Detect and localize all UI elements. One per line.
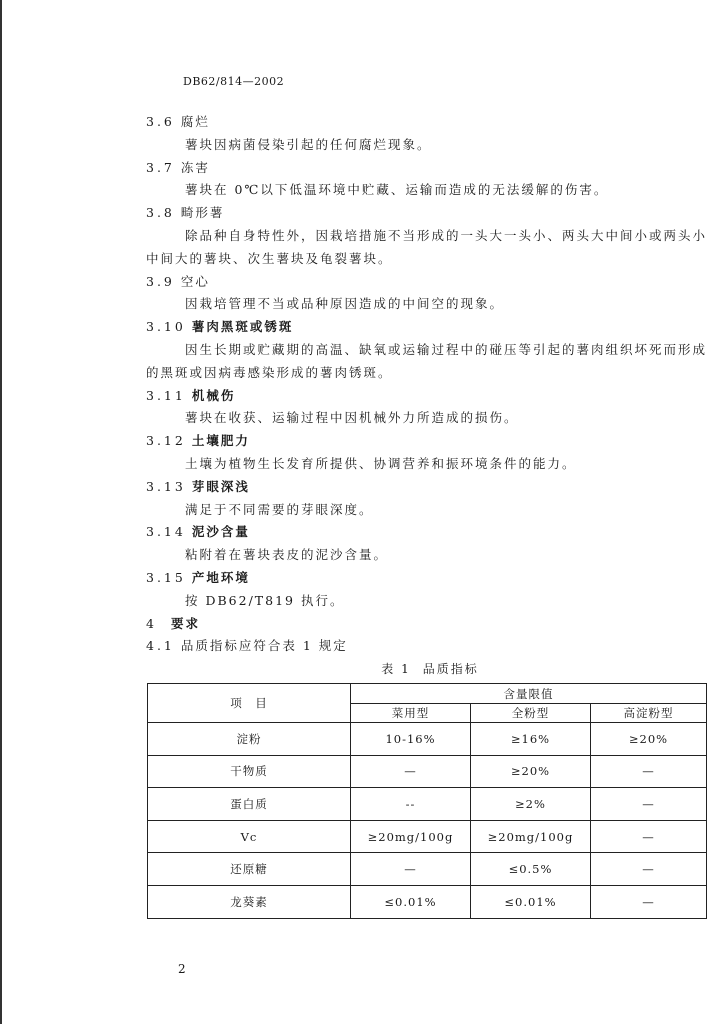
section-heading — [146, 316, 716, 339]
table-row — [148, 853, 707, 886]
row-label: Vc — [148, 820, 351, 853]
cell-value: ≤0.5% — [471, 853, 591, 886]
row-label: 干物质 — [148, 755, 351, 788]
section-text: 的黑斑或因病毒感染形成的薯肉锈斑。 — [146, 364, 393, 380]
section-number: 3.10 — [146, 319, 186, 335]
cell-value: ≥2% — [471, 788, 591, 821]
table-caption-number: 表 1 — [381, 662, 411, 676]
table-row — [148, 820, 707, 853]
section-number: 3.15 — [146, 569, 186, 585]
page-number: 2 — [178, 962, 186, 976]
section-heading — [146, 476, 716, 499]
section-heading — [146, 521, 716, 544]
cell-value: — — [351, 853, 471, 886]
section-text: 除品种自身特性外，因栽培措施不当形成的一头大一头小、两头大中间小或两头小 — [185, 227, 708, 243]
section-heading — [146, 385, 716, 408]
cell-value: — — [591, 788, 707, 821]
section-heading — [146, 567, 716, 590]
section-title: 芽眼深浅 — [191, 478, 250, 494]
clause-text: 品质指标应符合表 1 规定 — [180, 638, 348, 654]
table-caption-title: 品质指标 — [422, 662, 479, 676]
clause-number: 4.1 — [146, 638, 175, 654]
section-title: 畸形薯 — [180, 205, 225, 221]
section-heading — [146, 202, 716, 225]
item-column-header: 项 目 — [148, 684, 351, 723]
section-text: 薯块在 0℃以下低温环境中贮藏、运输而造成的无法缓解的伤害。 — [185, 182, 609, 198]
vegetable-type-header: 菜用型 — [351, 704, 471, 723]
cell-value: ≤0.01% — [471, 885, 591, 918]
section-number: 3.9 — [146, 273, 175, 289]
table-row — [148, 755, 707, 788]
cell-value: ≤0.01% — [351, 885, 471, 918]
cell-value: — — [591, 853, 707, 886]
document-code: DB62/814—2002 — [183, 75, 285, 88]
section-number: 3.14 — [146, 524, 186, 540]
section-number: 3.7 — [146, 159, 175, 175]
cell-value: — — [591, 885, 707, 918]
row-label: 龙葵素 — [148, 885, 351, 918]
section-text: 按 DB62/T819 执行。 — [185, 592, 345, 608]
section-title: 薯肉黑斑或锈斑 — [191, 319, 294, 335]
section-text: 薯块在收获、运输过程中因机械外力所造成的损伤。 — [185, 410, 519, 426]
section-heading — [146, 157, 716, 180]
cell-value: ≥20mg/100g — [471, 820, 591, 853]
section-number: 3.11 — [146, 387, 186, 403]
section-text: 满足于不同需要的芽眼深度。 — [185, 501, 374, 517]
chapter-number: 4 — [146, 615, 157, 631]
cell-value: ≥20% — [591, 723, 707, 756]
section-title: 空心 — [180, 273, 210, 289]
section-number: 3.13 — [146, 478, 186, 494]
chapter-heading — [146, 613, 716, 636]
cell-value: 10-16% — [351, 723, 471, 756]
cell-value: ≥16% — [471, 723, 591, 756]
section-title: 腐烂 — [180, 114, 210, 129]
section-text: 中间大的薯块、次生薯块及龟裂薯块。 — [146, 250, 393, 266]
section-heading — [146, 111, 716, 134]
flour-type-header: 全粉型 — [471, 704, 591, 723]
row-label: 蛋白质 — [148, 788, 351, 821]
section-heading — [146, 271, 716, 294]
section-title: 冻害 — [180, 159, 210, 175]
section-text: 因栽培管理不当或品种原因造成的中间空的现象。 — [185, 296, 505, 312]
section-text: 土壤为植物生长发育所提供、协调营养和振环境条件的能力。 — [185, 455, 577, 471]
cell-value: — — [591, 820, 707, 853]
section-number: 3.6 — [146, 114, 175, 129]
section-text: 粘附着在薯块表皮的泥沙含量。 — [185, 547, 389, 563]
cell-value: -- — [351, 788, 471, 821]
scan-edge — [0, 0, 2, 1024]
section-title: 泥沙含量 — [191, 524, 250, 540]
section-heading — [146, 430, 716, 453]
section-title: 土壤肥力 — [191, 433, 250, 449]
row-label: 淀粉 — [148, 723, 351, 756]
cell-value: ≥20% — [471, 755, 591, 788]
table-row — [148, 885, 707, 918]
cell-value: ≥20mg/100g — [351, 820, 471, 853]
clause-4-1 — [146, 635, 716, 658]
table-caption — [330, 660, 530, 677]
document-body — [146, 111, 716, 658]
cell-value: — — [591, 755, 707, 788]
high-starch-type-header: 高淀粉型 — [591, 704, 707, 723]
quality-index-table — [147, 683, 707, 919]
section-text: 因生长期或贮藏期的高温、缺氧或运输过程中的碰压等引起的薯肉组织坏死而形成 — [185, 341, 708, 357]
row-label: 还原糖 — [148, 853, 351, 886]
chapter-title: 要求 — [170, 615, 200, 631]
section-number: 3.8 — [146, 205, 175, 221]
section-title: 产地环境 — [191, 569, 250, 585]
table-row — [148, 788, 707, 821]
section-text: 薯块因病菌侵染引起的任何腐烂现象。 — [185, 136, 432, 152]
section-number: 3.12 — [146, 433, 186, 449]
table-header-row — [148, 684, 707, 704]
section-title: 机械伤 — [191, 387, 236, 403]
content-limit-header: 含量限值 — [351, 684, 707, 704]
cell-value: — — [351, 755, 471, 788]
table-row — [148, 723, 707, 756]
